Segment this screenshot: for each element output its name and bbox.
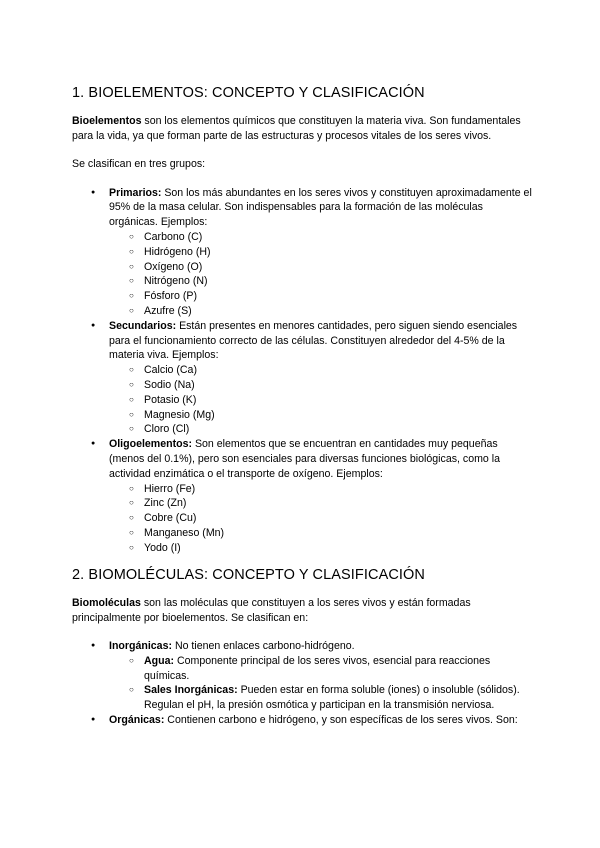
list-item: ○ Calcio (Ca) xyxy=(109,363,532,378)
examples-list xyxy=(109,363,532,437)
bioelementos-term: Bioelementos xyxy=(72,115,142,127)
section-2-intro xyxy=(72,596,532,626)
list-item: ○ Cobre (Cu) xyxy=(109,511,532,526)
section-1-intro-text: son los elementos químicos que constituyen la materia viva. Son fundamentales para la vida, ya que forman parte de las estructuras y procesos vitales de los seres vivos. xyxy=(72,115,521,143)
group-primarios xyxy=(72,186,532,319)
group-label: Oligoelementos: xyxy=(109,438,192,451)
list-item: ○ Nitrógeno (N) xyxy=(109,274,532,289)
group-inorganicas xyxy=(72,639,532,713)
list-item: ○ Fósforo (P) xyxy=(109,289,532,304)
subtype-description: Componente principal de los seres vivos, esencial para reacciones químicas. xyxy=(144,654,491,682)
group-description: Contienen carbono e hidrógeno, y son específicas de los seres vivos. Son: xyxy=(164,713,518,726)
group-description: Están presentes en menores cantidades, pero siguen siendo esenciales para el funcionamiento correcto de las células. Constituyen alrededor del 4-5% de la materia viva. Ejemplos: xyxy=(109,319,518,362)
list-item: ○ Cloro (Cl) xyxy=(109,422,532,437)
section-1-heading: 1. BIOELEMENTOS: CONCEPTO Y CLASIFICACIÓN xyxy=(72,85,425,101)
subtype-label: Agua: xyxy=(144,654,175,667)
group-label: Secundarios: xyxy=(109,319,177,332)
list-item: ○ Yodo (I) xyxy=(109,541,532,556)
list-item: ○ Magnesio (Mg) xyxy=(109,408,532,423)
list-item: ○ Hidrógeno (H) xyxy=(109,245,532,260)
list-item xyxy=(109,654,532,684)
group-label: Primarios: xyxy=(109,186,162,199)
biomolecule-groups-list xyxy=(72,639,532,728)
list-item: ○ Carbono (C) xyxy=(109,230,532,245)
group-organicas xyxy=(72,713,532,728)
section-2-heading: 2. BIOMOLÉCULAS: CONCEPTO Y CLASIFICACIÓN xyxy=(72,566,425,583)
section-2-intro-text: son las moléculas que constituyen a los seres vivos y están formadas principalmente por bioelementos. Se clasifican en: xyxy=(72,596,471,624)
list-item xyxy=(109,683,532,713)
document-page xyxy=(72,84,532,728)
list-item: ○ Hierro (Fe) xyxy=(109,482,532,497)
classification-intro: Se clasifican en tres grupos: xyxy=(72,158,206,171)
group-description: Son elementos que se encuentran en cantidades muy pequeñas (menos del 0.1%), pero son esenciales para diversas funciones biológicas, como la actividad enzimática o el transporte de oxígeno. Ejemplos: xyxy=(109,438,501,480)
group-description: Son los más abundantes en los seres vivos y constituyen aproximadamente el 95% de la masa celular. Son indispensables para la formación de las moléculas orgánicas. Ejemplos: xyxy=(109,186,532,229)
group-description: No tienen enlaces carbono-hidrógeno. xyxy=(172,639,355,652)
examples-list xyxy=(109,482,532,556)
list-item: ○ Potasio (K) xyxy=(109,393,532,408)
group-label: Inorgánicas: xyxy=(109,639,172,652)
bioelement-groups-list xyxy=(72,186,532,556)
subtype-description: Pueden estar en forma soluble (iones) o insoluble (sólidos). Regulan el pH, la presión osmótica y participan en la transmisión nerviosa. xyxy=(144,684,520,712)
list-item: ○ Sodio (Na) xyxy=(109,378,532,393)
list-item: ○ Oxígeno (O) xyxy=(109,260,532,275)
subtypes-list xyxy=(109,654,532,713)
examples-list xyxy=(109,230,532,319)
list-item: ○ Azufre (S) xyxy=(109,304,532,319)
section-1-intro xyxy=(72,114,532,144)
biomoleculas-term: Biomoléculas xyxy=(72,596,141,609)
group-oligoelementos xyxy=(72,437,532,555)
group-secundarios xyxy=(72,319,532,437)
subtype-label: Sales Inorgánicas: xyxy=(144,684,238,697)
group-label: Orgánicas: xyxy=(109,713,165,726)
list-item: ○ Zinc (Zn) xyxy=(109,496,532,511)
list-item: ○ Manganeso (Mn) xyxy=(109,526,532,541)
